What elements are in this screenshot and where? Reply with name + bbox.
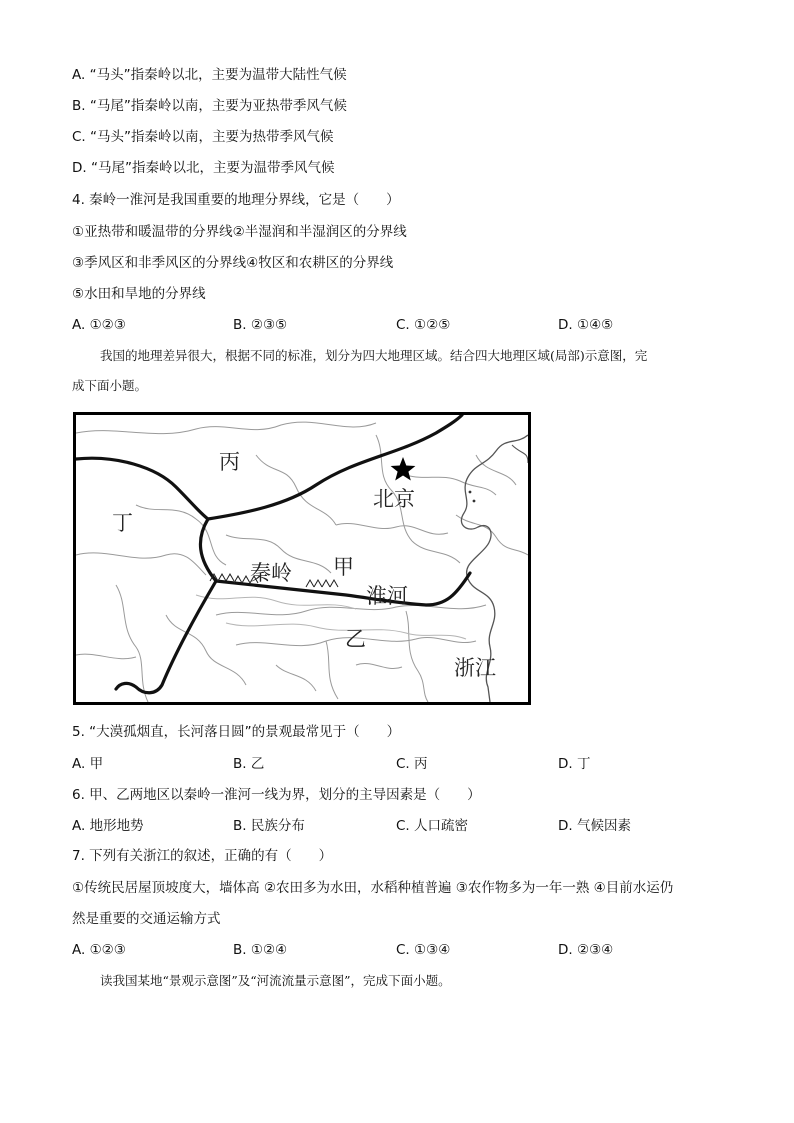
map-label-bing: 丙 xyxy=(219,450,240,474)
q6-stem: 6. 甲、乙两地区以秦岭一淮河一线为界，划分的主导因素是（ ） xyxy=(72,787,481,803)
star-icon xyxy=(391,457,416,481)
q7-line-1: ①传统民居屋顶坡度大，墙体高 ②农田多为水田，水稻种植普遍 ③农作物多为一年一熟 ④目前水运仍 xyxy=(72,880,674,896)
map-label-ding: 丁 xyxy=(112,511,133,535)
q4-stem: 4. 秦岭一淮河是我国重要的地理分界线，它是（ ） xyxy=(72,192,400,208)
q5-option-d: D. 丁 xyxy=(558,756,591,772)
q4-option-c: C. ①②⑤ xyxy=(396,317,451,333)
q7-option-c: C. ①③④ xyxy=(396,942,451,958)
map-label-yi: 乙 xyxy=(345,627,366,651)
map-label-qinling: 秦岭 xyxy=(250,561,292,585)
boundary-bing-ding xyxy=(76,458,208,519)
q3-option-d: D. “马尾”指秦岭以北，主要为温带季风气候 xyxy=(72,160,335,176)
region-map xyxy=(73,412,531,705)
map-label-huaihe: 淮河 xyxy=(366,584,408,608)
q5-option-c: C. 丙 xyxy=(396,756,428,772)
q4-line-2: ③季风区和非季风区的分界线④牧区和农耕区的分界线 xyxy=(72,255,394,271)
boundary-bing-jia xyxy=(208,415,462,519)
map-intro xyxy=(72,341,722,401)
landscape-intro xyxy=(72,966,722,996)
q6-option-d: D. 气候因素 xyxy=(558,818,631,834)
q7-option-b: B. ①②④ xyxy=(233,942,288,958)
q5-stem: 5. “大漠孤烟直，长河落日圆”的景观最常见于（ ） xyxy=(72,724,401,740)
map-intro-line-2: 成下面小题。 xyxy=(72,378,148,393)
q7-stem: 7. 下列有关浙江的叙述，正确的有（ ） xyxy=(72,848,333,864)
q3-option-b: B. “马尾”指秦岭以南，主要为亚热带季风气候 xyxy=(72,98,347,114)
q4-option-d: D. ①④⑤ xyxy=(558,317,614,333)
boundary-ding-yi xyxy=(116,519,216,693)
q4-option-b: B. ②③⑤ xyxy=(233,317,288,333)
q5-option-b: B. 乙 xyxy=(233,756,265,772)
q7-option-a: A. ①②③ xyxy=(72,942,126,958)
landscape-intro-text: 读我国某地“景观示意图”及“河流流量示意图”，完成下面小题。 xyxy=(100,973,451,988)
q7-line-2: 然是重要的交通运输方式 xyxy=(72,911,221,927)
map-label-beijing: 北京 xyxy=(373,487,415,511)
q4-line-1: ①亚热带和暖温带的分界线②半湿润和半湿润区的分界线 xyxy=(72,224,407,240)
q3-option-c: C. “马头”指秦岭以南，主要为热带季风气候 xyxy=(72,129,334,145)
q6-option-c: C. 人口疏密 xyxy=(396,818,469,834)
q4-option-a: A. ①②③ xyxy=(72,317,126,333)
q7-option-d: D. ②③④ xyxy=(558,942,614,958)
q4-line-3: ⑤水田和旱地的分界线 xyxy=(72,286,206,302)
region-boundaries xyxy=(76,415,470,693)
map-label-zhejiang: 浙江 xyxy=(454,656,496,680)
q6-option-b: B. 民族分布 xyxy=(233,818,305,834)
map-label-jia: 甲 xyxy=(333,555,354,579)
map-intro-line-1: 我国的地理差异很大，根据不同的标准，划分为四大地理区域。结合四大地理区域(局部)示意图，完 xyxy=(100,348,648,363)
q5-option-a: A. 甲 xyxy=(72,756,104,772)
rivers xyxy=(196,595,466,639)
q3-option-a: A. “马头”指秦岭以北，主要为温带大陆性气候 xyxy=(72,67,347,83)
q6-option-a: A. 地形地势 xyxy=(72,818,144,834)
